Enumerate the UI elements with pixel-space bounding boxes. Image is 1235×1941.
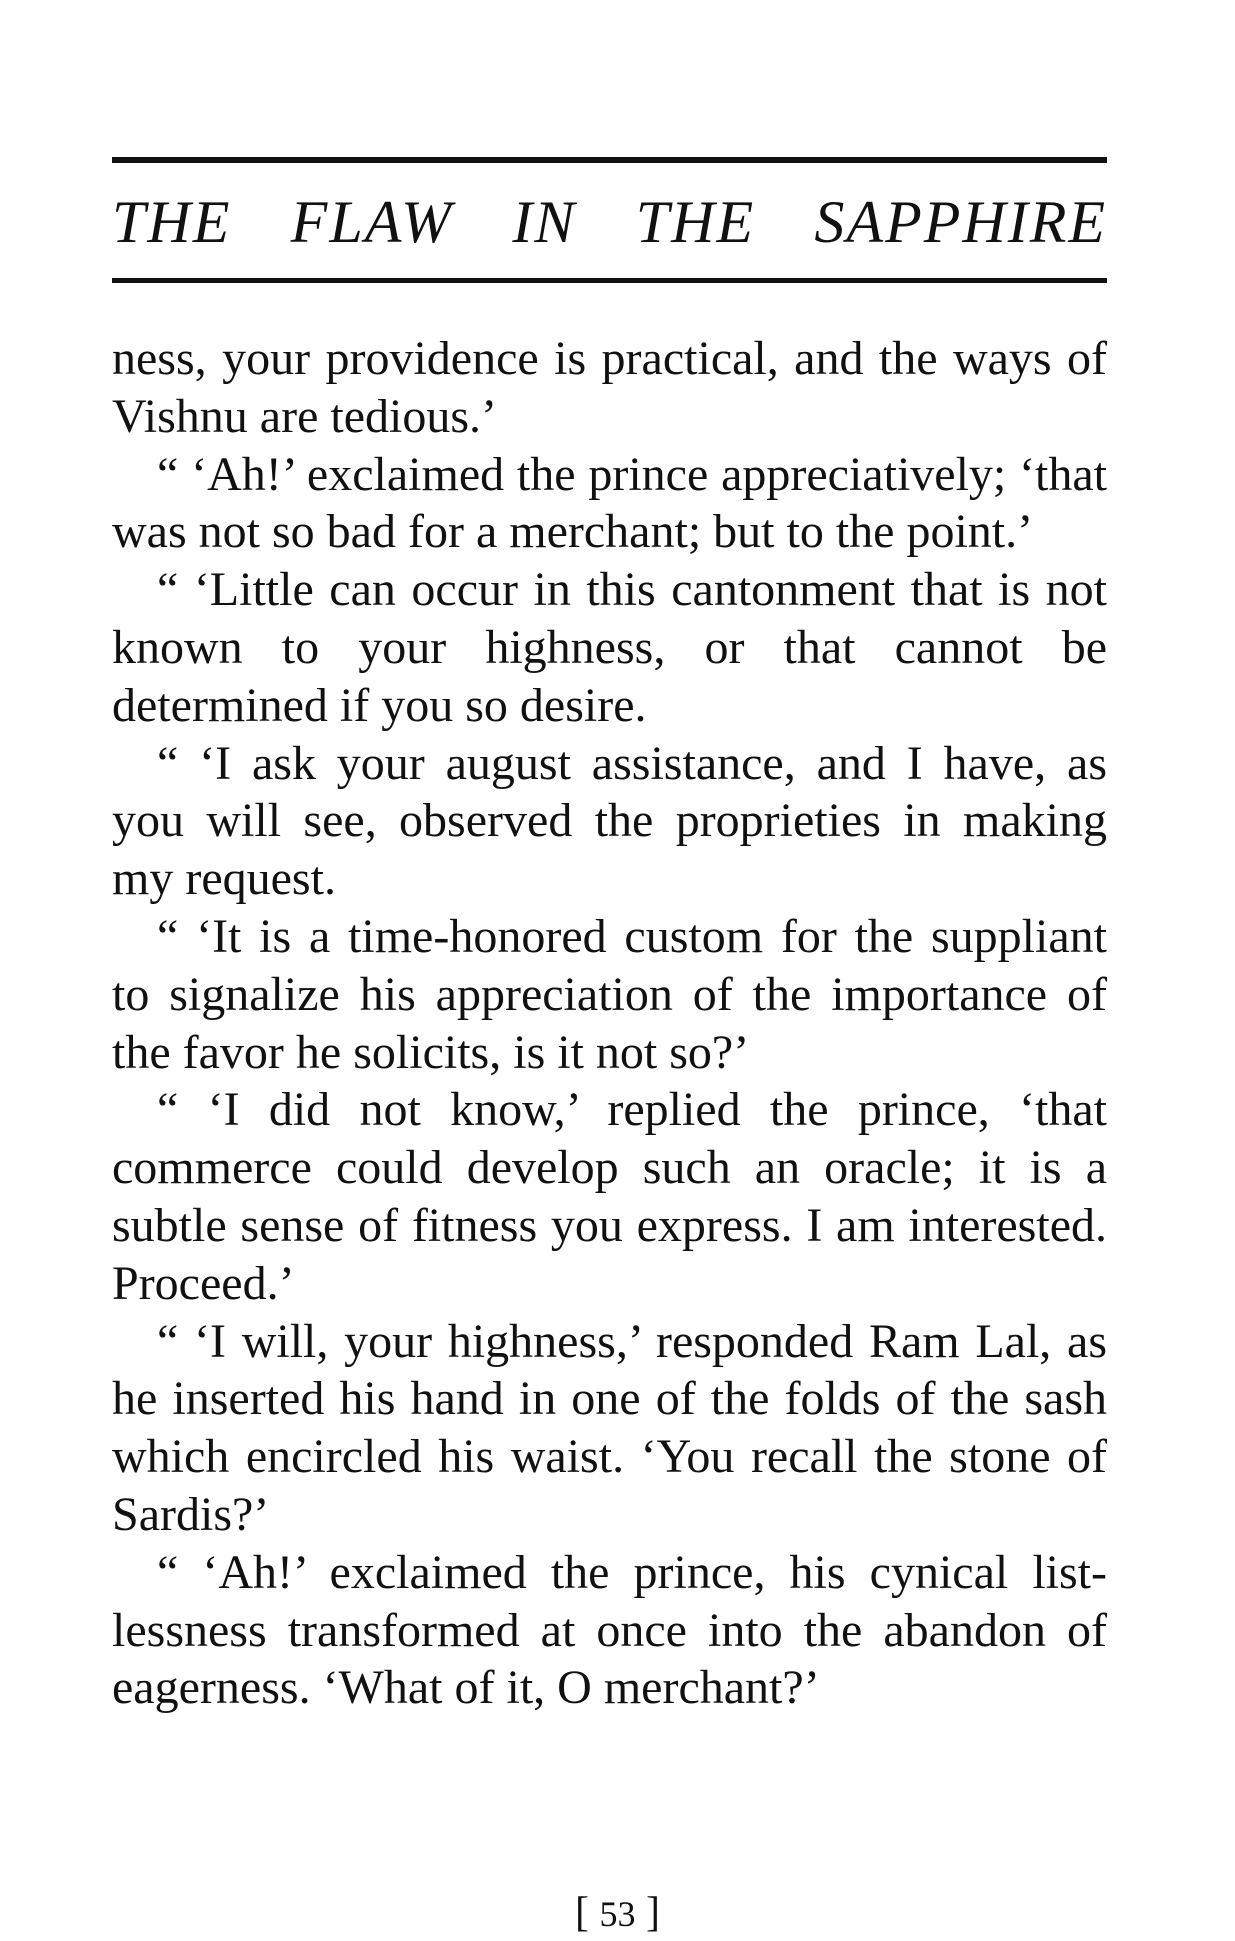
- body-text: [112, 330, 1107, 1717]
- paragraph: “ ‘I did not know,’ replied the prince, ‘that commerce could develop such an oracle; it is a subtle sense of fitness you express. I am interested. Proceed.’: [112, 1083, 1107, 1310]
- paragraph: “ ‘Ah!’ exclaimed the prince, his cynical listlessness transformed at once into the abandon of eagerness. ‘What of it, O merchant?’: [112, 1545, 1107, 1715]
- header-top-rule: [112, 157, 1107, 163]
- running-head: THE FLAW IN THE SAPPHIRE: [112, 189, 1107, 255]
- paragraph: ness, your providence is practical, and the ways of Vishnu are tedious.’: [112, 332, 1107, 443]
- paragraph: “ ‘Little can occur in this cantonment that is not known to your highness, or that cannot be determined if you so desire.: [112, 563, 1107, 732]
- folio-bracket-right: ]: [635, 1890, 660, 1936]
- page-number-value: 53: [599, 1894, 636, 1934]
- header-bottom-rule: [112, 278, 1107, 283]
- paragraph: “ ‘Ah!’ exclaimed the prince appreciatively; ‘that was not so bad for a merchant; but to the point.’: [112, 447, 1107, 559]
- folio-bracket-left: [: [575, 1890, 600, 1936]
- paragraph: “ ‘It is a time-honored custom for the suppliant to signalize his appreciation of the importance of the favor he solicits, is it not so?’: [112, 909, 1107, 1079]
- paragraph: “ ‘I will, your highness,’ responded Ram Lal, as he inserted his hand in one of the folds of the sash which encircled his waist. ‘You recall the stone of Sardis?’: [112, 1314, 1107, 1541]
- page-number: [0, 1888, 1235, 1939]
- paragraph: “ ‘I ask your august assistance, and I have, as you will see, observed the proprieties in making my request.: [112, 736, 1107, 906]
